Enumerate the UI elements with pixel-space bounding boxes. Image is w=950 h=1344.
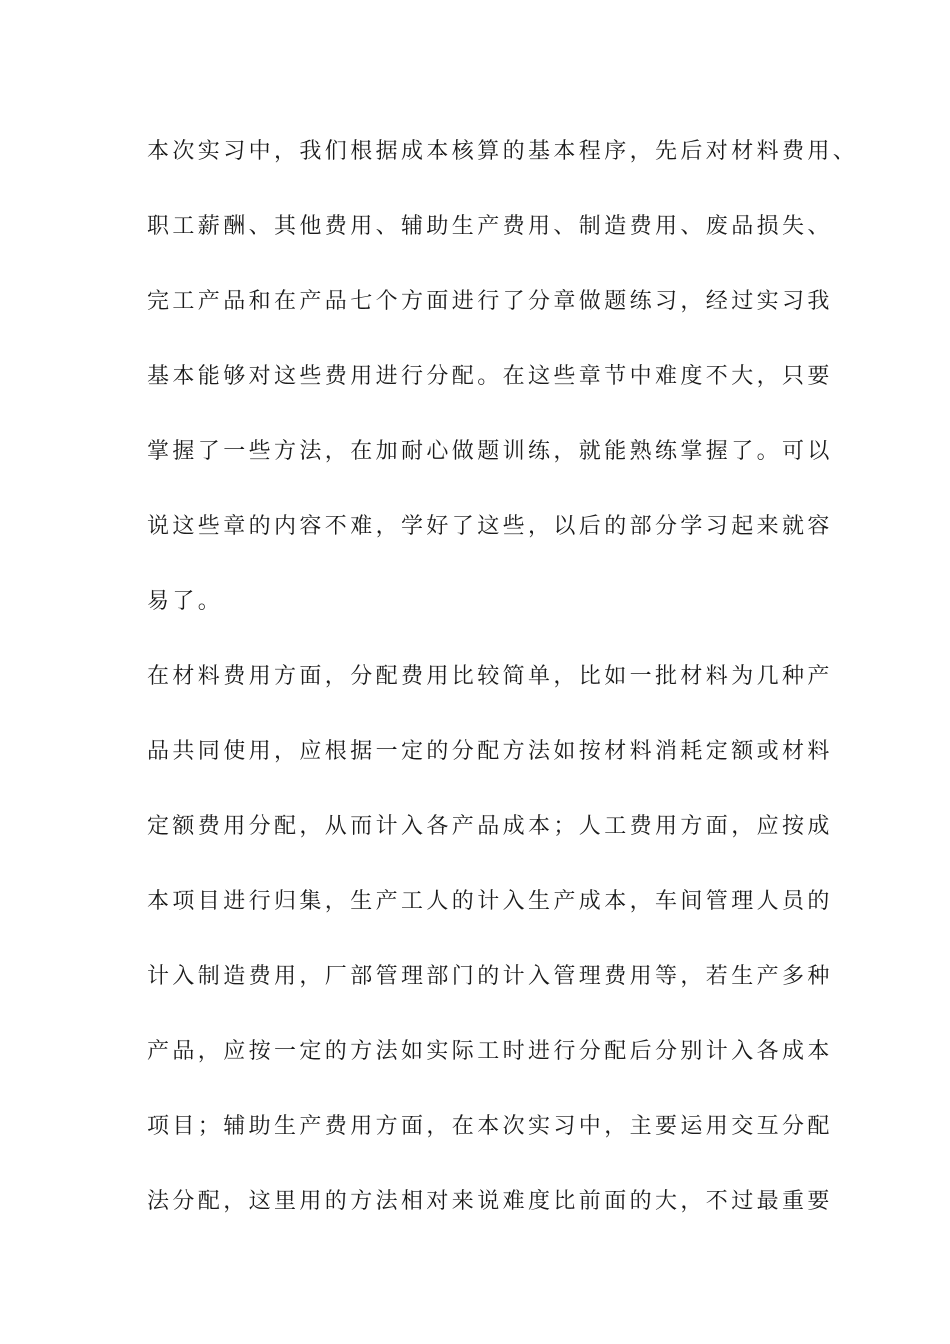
- paragraph-line: 本项目进行归集，生产工人的计入生产成本，车间管理人员的: [147, 889, 833, 914]
- paragraph-line: 品共同使用，应根据一定的分配方法如按材料消耗定额或材料: [147, 739, 833, 764]
- paragraph-line: 本次实习中，我们根据成本核算的基本程序，先后对材料费用、: [147, 139, 859, 164]
- paragraph-line: 定额费用分配，从而计入各产品成本；人工费用方面，应按成: [147, 814, 833, 839]
- paragraph-line: 易了。: [147, 589, 224, 614]
- paragraph-line: 基本能够对这些费用进行分配。在这些章节中难度不大，只要: [147, 364, 833, 389]
- paragraph-line: 职工薪酬、其他费用、辅助生产费用、制造费用、废品损失、: [147, 214, 833, 239]
- paragraph-line: 计入制造费用，厂部管理部门的计入管理费用等，若生产多种: [147, 964, 833, 989]
- paragraph-line: 完工产品和在产品七个方面进行了分章做题练习，经过实习我: [147, 289, 833, 314]
- paragraph-line: 掌握了一些方法，在加耐心做题训练，就能熟练掌握了。可以: [147, 439, 833, 464]
- paragraph-line: 产品，应按一定的方法如实际工时进行分配后分别计入各成本: [147, 1039, 833, 1064]
- paragraph-line: 项目；辅助生产费用方面，在本次实习中，主要运用交互分配: [147, 1114, 833, 1139]
- paragraph-line: 在材料费用方面，分配费用比较简单，比如一批材料为几种产: [147, 664, 833, 689]
- paragraph-line: 法分配，这里用的方法相对来说难度比前面的大，不过最重要: [147, 1189, 833, 1214]
- paragraph-line: 说这些章的内容不难，学好了这些，以后的部分学习起来就容: [147, 514, 833, 539]
